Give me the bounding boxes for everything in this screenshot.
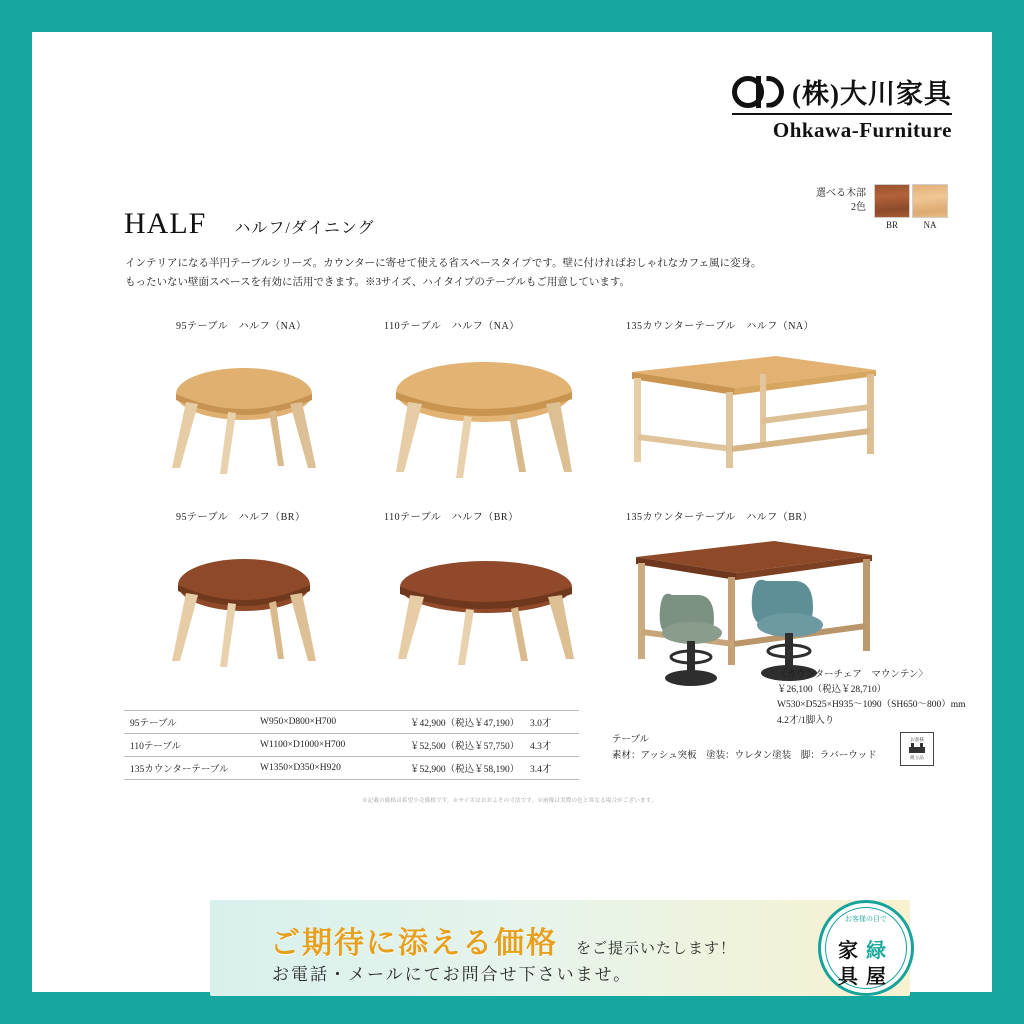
shop-logo-char-1: 家 [838, 940, 858, 962]
product-row-br [124, 508, 914, 693]
banner-subline: お電話・メールにてお問合せ下さいませ。 [272, 965, 633, 984]
product-image-95-na [124, 346, 364, 486]
product-caption: 110テーブル ハルフ（NA） [384, 321, 520, 332]
fineprint: ※記載の価格は希望小売価格です。※サイズはおおよその寸法です。※画像は実際の色と異なる場合がございます。 [362, 798, 657, 804]
spec-price: ￥42,900（税込￥47,190） [404, 711, 524, 734]
footer-banner [210, 900, 910, 996]
title-jp: ハルフ/ダイニング [234, 220, 375, 237]
swatch-label-br: BR [885, 220, 898, 230]
spec-table [124, 710, 579, 780]
table-row [124, 734, 579, 757]
assembly-badge-line1: お客様 [910, 736, 924, 742]
product-110-br [364, 508, 614, 693]
swatch-br [874, 184, 910, 230]
product-110-na [364, 317, 614, 486]
assembly-badge-line2: 組立品 [910, 755, 924, 760]
swatch-label-na: NA [923, 220, 937, 230]
product-row-na [124, 317, 914, 486]
brand-logo [732, 72, 952, 143]
swatch-chip-br [874, 184, 910, 218]
title-en: HALF [124, 207, 207, 240]
swatch-chip-na [912, 184, 948, 218]
swatch-na [912, 184, 948, 230]
brand-name-en: Ohkawa-Furniture [732, 113, 952, 143]
product-grid [124, 317, 914, 693]
material-note-detail: 素材：アッシュ突板 塗装：ウレタン塗装 脚：ラバーウッド [612, 751, 877, 762]
flyer-page [32, 32, 992, 992]
product-95-na [124, 317, 364, 486]
lead-paragraph [125, 254, 765, 293]
chair-note-title: 〈カウンターチェア マウンテン〉 [777, 670, 928, 680]
lead-line-1: インテリアになる半円テーブルシリーズ。カウンターに寄せて使える省スペースタイプです。壁に付ければおしゃれなカフェ風に変身。 [125, 258, 762, 269]
product-135-na [614, 317, 914, 486]
spec-name: 95テーブル [124, 711, 254, 734]
product-caption: 95テーブル ハルフ（NA） [176, 321, 307, 332]
table-row [124, 711, 579, 734]
chair-note [777, 668, 1024, 729]
brand-name-jp: (株)大川家具 [792, 79, 952, 109]
banner-headline-tail: をご提示いたします！ [576, 941, 737, 957]
product-caption: 110テーブル ハルフ（BR） [384, 512, 519, 523]
product-caption: 135カウンターテーブル ハルフ（NA） [626, 321, 815, 332]
assembly-badge [900, 732, 934, 766]
chair-note-price: ￥26,100（税込￥28,710） [777, 685, 887, 696]
assembly-tool-icon [908, 742, 926, 756]
product-95-br [124, 508, 364, 693]
wood-color-label: 選べる木部 2色 [816, 188, 866, 213]
spec-name: 135カウンターテーブル [124, 757, 254, 780]
table-row [124, 757, 579, 780]
banner-headline: ご期待に添える価格 [270, 927, 558, 960]
spec-size: W950×D800×H700 [254, 711, 404, 734]
chair-note-size: W530×D525×H935〜1090（SH650〜800）mm [777, 700, 966, 711]
shop-logo-char-3: 緑 [866, 940, 886, 962]
spec-name: 110テーブル [124, 734, 254, 757]
oic-monogram-icon [732, 74, 786, 110]
product-caption: 135カウンターテーブル ハルフ（BR） [626, 512, 814, 523]
product-image-110-br [364, 537, 614, 677]
product-caption: 95テーブル ハルフ（BR） [176, 512, 306, 523]
shop-logo-char-2: 具 [838, 966, 858, 988]
spec-price: ￥52,500（税込￥57,750） [404, 734, 524, 757]
chair-note-volume: 4.2才/1脚入り [777, 715, 835, 726]
shop-logo-char-4: 屋 [866, 966, 886, 988]
material-note-title: テーブル [612, 735, 650, 745]
spec-volume: 3.4才 [524, 757, 579, 780]
shop-logo [804, 890, 924, 1010]
product-image-95-br [124, 537, 364, 677]
spec-volume: 3.0才 [524, 711, 579, 734]
product-image-135-na [614, 342, 914, 482]
spec-size: W1100×D1000×H700 [254, 734, 404, 757]
material-note [612, 732, 912, 764]
spec-size: W1350×D350×H920 [254, 757, 404, 780]
lead-line-2: もったいない壁面スペースを有効に活用できます。※3サイズ、ハイタイプのテーブルもご用意しています。 [125, 277, 631, 289]
spec-price: ￥52,900（税込￥58,190） [404, 757, 524, 780]
page-title [124, 207, 375, 241]
spec-volume: 4.3才 [524, 734, 579, 757]
wood-color-selector [816, 184, 948, 230]
product-image-110-na [364, 346, 614, 486]
shop-logo-top-text: お客様の目で [845, 915, 887, 923]
product-135-br [614, 508, 914, 693]
